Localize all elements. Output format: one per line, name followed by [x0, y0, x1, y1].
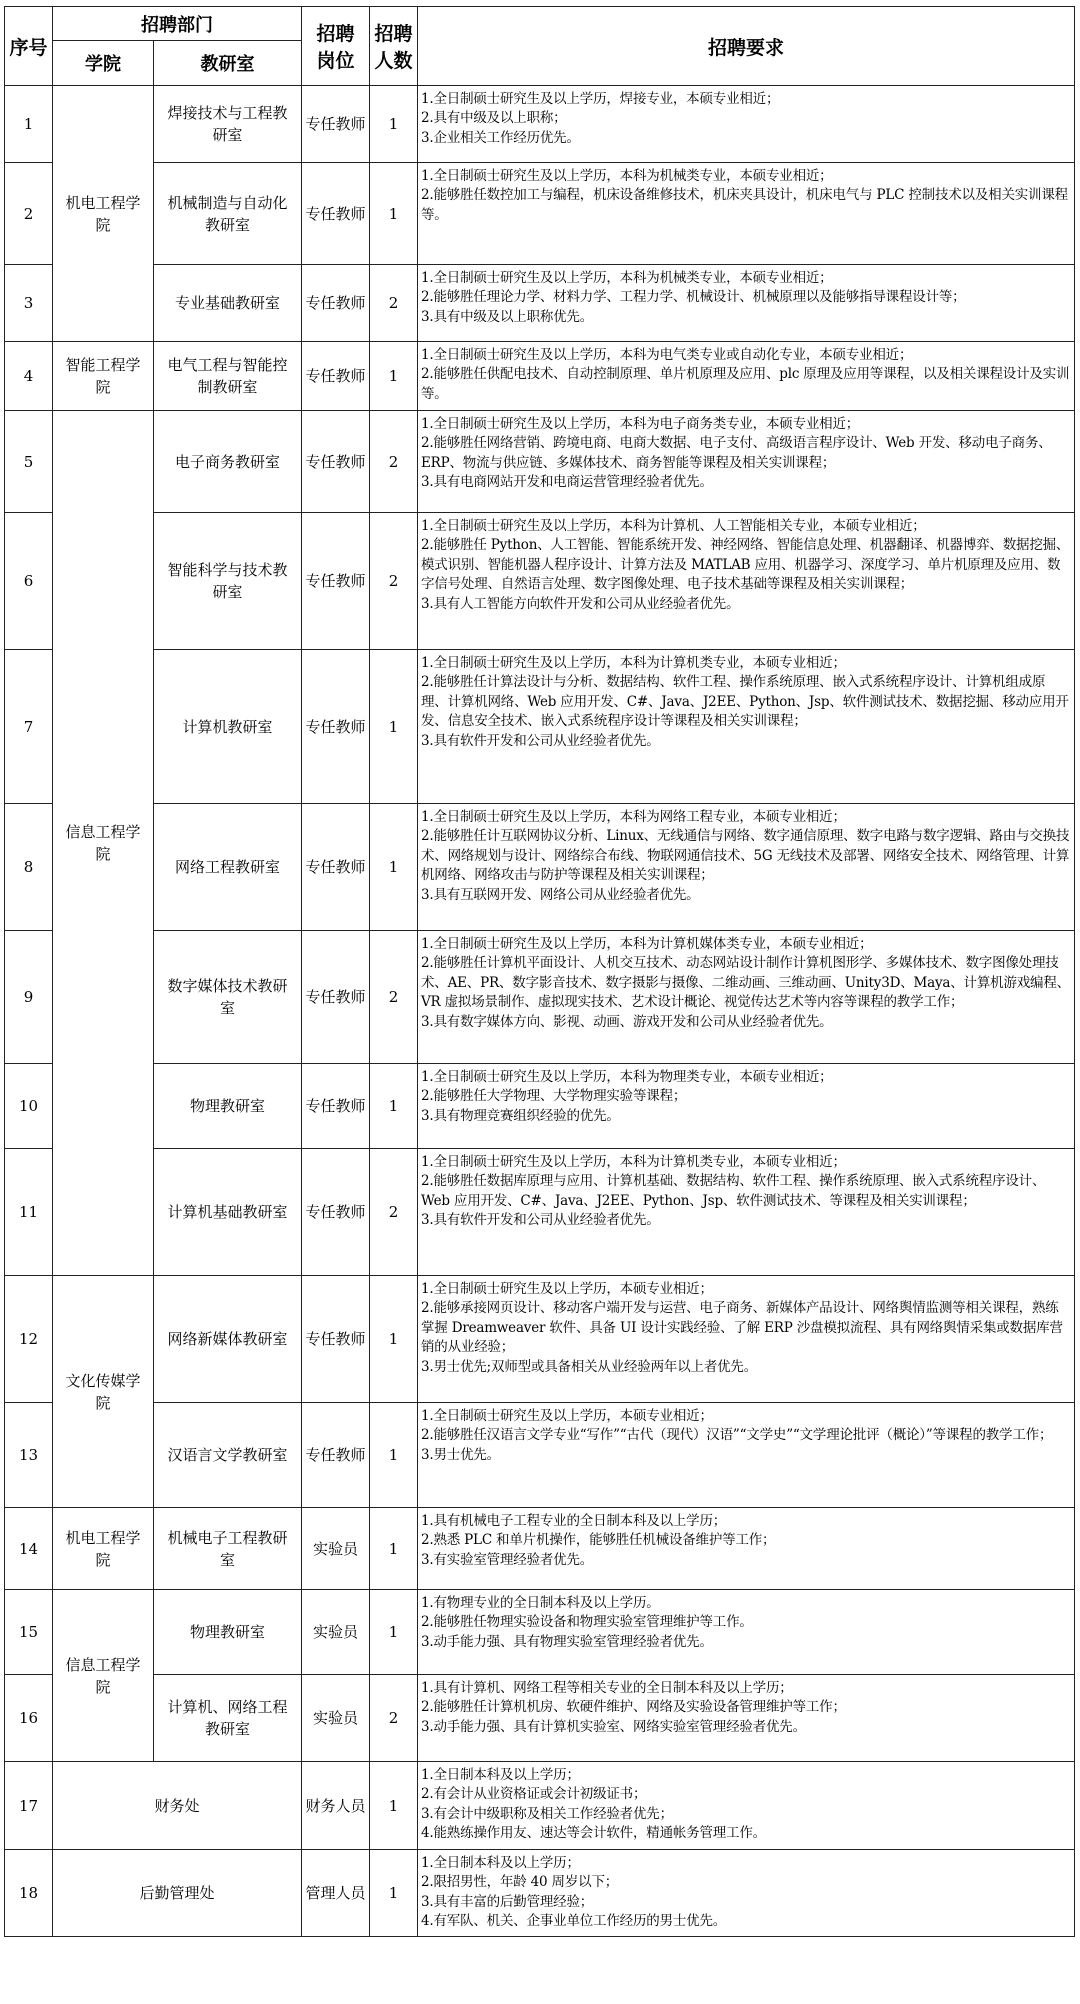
row-num: 1 — [370, 163, 418, 265]
row-requirements — [418, 804, 1075, 931]
requirement-line: 1.全日制硕士研究生及以上学历，本科为计算机类专业，本硕专业相近； — [421, 655, 846, 671]
requirement-line: 2.能够胜任大学物理、大学物理实验等课程； — [421, 1088, 687, 1105]
row-college: 信息工程学院 — [53, 1590, 154, 1762]
row-department: 后勤管理处 — [53, 1850, 302, 1937]
recruitment-table — [4, 6, 1075, 1937]
requirement-line: 1.全日制硕士研究生及以上学历，本科为计算机类专业，本硕专业相近； — [421, 1154, 846, 1170]
row-office: 计算机基础教研室 — [154, 1149, 302, 1276]
requirement-line: 3.具有数字媒体方向、影视、动画、游戏开发和公司从业经验者优先。 — [421, 1013, 833, 1030]
requirement-line: 4.能熟练操作用友、速达等会计软件，精通帐务管理工作。 — [421, 1825, 766, 1842]
requirement-line: 2.具有中级及以上职称； — [421, 110, 567, 127]
requirement-line: 1.全日制本科及以上学历； — [421, 1855, 580, 1871]
table-row — [5, 1762, 1075, 1850]
requirement-line: 2.能够胜任计算法设计与分析、数据结构、软件工程、操作系统原理、嵌入式系统程序设计、计算机组成原理、计算机网络、Web 应用开发、C#、Java、J2EE、Python、Jsp、软件测试技术、数据挖掘、移动应用开发、信息安全技术、嵌入式系统程序设计等课程及相关实训课程； — [421, 674, 1069, 730]
row-office: 物理教研室 — [154, 1590, 302, 1675]
table-row — [5, 1850, 1075, 1937]
table-row — [5, 931, 1075, 1064]
row-post: 专任教师 — [302, 342, 370, 411]
row-post: 专任教师 — [302, 931, 370, 1064]
row-requirements — [418, 931, 1075, 1064]
requirement-line: 1.全日制硕士研究生及以上学历，本科为计算机媒体类专业，本硕专业相近； — [421, 936, 873, 952]
row-college: 智能工程学院 — [53, 342, 154, 411]
row-post: 专任教师 — [302, 650, 370, 804]
requirement-line: 2.能够胜任网络营销、跨境电商、电商大数据、电子支付、高级语言程序设计、Web 开发、移动电子商务、ERP、物流与供应链、多媒体技术、商务智能等课程及相关实训课程； — [421, 435, 1052, 471]
row-num: 1 — [370, 804, 418, 931]
row-post: 财务人员 — [302, 1762, 370, 1850]
row-office: 数字媒体技术教研室 — [154, 931, 302, 1064]
row-requirements — [418, 513, 1075, 650]
row-num: 2 — [370, 931, 418, 1064]
requirement-line: 4.有军队、机关、企事业单位工作经历的男士优先。 — [421, 1913, 727, 1930]
table-row — [5, 513, 1075, 650]
row-office: 机械制造与自动化教研室 — [154, 163, 302, 265]
row-requirements — [418, 1762, 1075, 1850]
row-office: 智能科学与技术教研室 — [154, 513, 302, 650]
table-row — [5, 1276, 1075, 1403]
header-post: 招聘岗位 — [302, 7, 370, 86]
row-seq: 18 — [5, 1850, 53, 1937]
row-college: 机电工程学院 — [53, 86, 154, 342]
row-seq: 13 — [5, 1403, 53, 1508]
requirement-line: 1.具有计算机、网络工程等相关专业的全日制本科及以上学历； — [421, 1680, 793, 1696]
row-post: 专任教师 — [302, 513, 370, 650]
requirement-line: 1.具有机械电子工程专业的全日制本科及以上学历； — [421, 1513, 727, 1529]
row-num: 2 — [370, 513, 418, 650]
row-seq: 4 — [5, 342, 53, 411]
row-office: 专业基础教研室 — [154, 265, 302, 342]
row-num: 1 — [370, 650, 418, 804]
requirement-line: 3.具有物理竞赛组织经验的优先。 — [421, 1107, 620, 1124]
row-requirements — [418, 1508, 1075, 1590]
header-seq: 序号 — [5, 7, 53, 86]
table-row — [5, 1675, 1075, 1762]
row-seq: 2 — [5, 163, 53, 265]
row-post: 实验员 — [302, 1508, 370, 1590]
row-seq: 9 — [5, 931, 53, 1064]
row-seq: 12 — [5, 1276, 53, 1403]
table-row — [5, 163, 1075, 265]
requirement-line: 3.男士优先;双师型或具备相关从业经验两年以上者优先。 — [421, 1358, 758, 1375]
row-num: 1 — [370, 1064, 418, 1149]
requirement-line: 2.能够胜任数据库原理与应用、计算机基础、数据结构、软件工程、操作系统原理、嵌入式系统程序设计、Web 应用开发、C#、Java、J2EE、Python、Jsp、软件测试技术、等课程及相关实训课程； — [421, 1173, 1046, 1209]
requirement-line: 2.有会计从业资格证或会计初级证书； — [421, 1786, 647, 1803]
table-row — [5, 1149, 1075, 1276]
row-post: 专任教师 — [302, 1403, 370, 1508]
row-seq: 14 — [5, 1508, 53, 1590]
table-row — [5, 1508, 1075, 1590]
requirement-line: 3.动手能力强、具有物理实验室管理经验者优先。 — [421, 1633, 713, 1650]
table-body — [5, 86, 1075, 1937]
table-row — [5, 1064, 1075, 1149]
row-seq: 1 — [5, 86, 53, 163]
row-office: 计算机、网络工程教研室 — [154, 1675, 302, 1762]
row-post: 管理人员 — [302, 1850, 370, 1937]
requirement-line: 1.全日制硕士研究生及以上学历，本科为计算机、人工智能相关专业，本硕专业相近； — [421, 518, 926, 534]
requirement-line: 3.具有互联网开发、网络公司从业经验者优先。 — [421, 886, 700, 903]
row-requirements — [418, 650, 1075, 804]
row-post: 专任教师 — [302, 86, 370, 163]
header-req: 招聘要求 — [418, 7, 1075, 86]
row-post: 专任教师 — [302, 1276, 370, 1403]
requirement-line: 1.全日制硕士研究生及以上学历，本科为网络工程专业，本硕专业相近； — [421, 809, 846, 825]
row-post: 专任教师 — [302, 1064, 370, 1149]
row-office: 物理教研室 — [154, 1064, 302, 1149]
table-row — [5, 650, 1075, 804]
requirement-line: 2.能够胜任计互联网协议分析、Linux、无线通信与网络、数字通信原理、数字电路与数字逻辑、路由与交换技术、网络规划与设计、网络综合布线、物联网通信技术、5G 无线技术及部署、网络安全技术、网络管理、计算机网络、网络攻击与防护等课程及相关实训课程； — [421, 828, 1070, 884]
requirement-line: 1.有物理专业的全日制本科及以上学历。 — [421, 1595, 660, 1611]
row-requirements — [418, 1403, 1075, 1508]
row-post: 实验员 — [302, 1675, 370, 1762]
row-num: 1 — [370, 1276, 418, 1403]
row-seq: 10 — [5, 1064, 53, 1149]
requirement-line: 3.具有软件开发和公司从业经验者优先。 — [421, 732, 660, 749]
requirement-line: 2.能够胜任计算机平面设计、人机交互技术、动态网站设计制作计算机图形学、多媒体技术、数字图像处理技术、AE、PR、数字影音技术、数字摄影与摄像、二维动画、三维动画、Unity3D、Maya、计算机游戏编程、VR 虚拟场景制作、虚拟现实技术、艺术设计概论、视觉传达艺术等内容等课程的教学工作； — [421, 955, 1070, 1011]
row-post: 专任教师 — [302, 163, 370, 265]
row-seq: 5 — [5, 411, 53, 513]
row-college: 机电工程学院 — [53, 1508, 154, 1590]
requirement-line: 3.企业相关工作经历优先。 — [421, 129, 580, 146]
row-post: 专任教师 — [302, 1149, 370, 1276]
row-seq: 15 — [5, 1590, 53, 1675]
header-num: 招聘人数 — [370, 7, 418, 86]
row-num: 2 — [370, 1675, 418, 1762]
row-department: 财务处 — [53, 1762, 302, 1850]
row-requirements — [418, 163, 1075, 265]
row-requirements — [418, 342, 1075, 411]
requirement-line: 1.全日制硕士研究生及以上学历，本科为电子商务类专业，本硕专业相近； — [421, 416, 860, 432]
requirement-line: 3.具有人工智能方向软件开发和公司从业经验者优先。 — [421, 595, 740, 612]
requirement-line: 1.全日制硕士研究生及以上学历，焊接专业，本硕专业相近； — [421, 91, 780, 107]
requirement-line: 1.全日制硕士研究生及以上学历，本科为物理类专业，本硕专业相近； — [421, 1069, 833, 1085]
row-num: 1 — [370, 1762, 418, 1850]
header-office: 教研室 — [154, 41, 302, 86]
row-num: 1 — [370, 86, 418, 163]
row-requirements — [418, 1149, 1075, 1276]
row-num: 1 — [370, 1508, 418, 1590]
header-college: 学院 — [53, 41, 154, 86]
requirement-line: 3.男士优先。 — [421, 1446, 500, 1463]
requirement-line: 1.全日制硕士研究生及以上学历，本硕专业相近； — [421, 1281, 713, 1297]
requirement-line: 2.能够承接网页设计、移动客户端开发与运营、电子商务、新媒体产品设计、网络舆情监测等相关课程，熟练掌握 Dreamweaver 软件、具备 UI 设计实践经验、了解 ERP 沙盘模拟流程、具有网络舆情采集或数据库营销的从业经验； — [421, 1300, 1063, 1356]
requirement-line: 1.全日制硕士研究生及以上学历，本科为机械类专业，本硕专业相近； — [421, 168, 833, 184]
row-num: 2 — [370, 265, 418, 342]
header-dept: 招聘部门 — [53, 7, 302, 41]
row-post: 实验员 — [302, 1590, 370, 1675]
row-seq: 16 — [5, 1675, 53, 1762]
table-row — [5, 342, 1075, 411]
row-requirements — [418, 1675, 1075, 1762]
requirement-line: 3.具有丰富的后勤管理经验； — [421, 1893, 594, 1910]
requirement-line: 3.具有中级及以上职称优先。 — [421, 308, 594, 325]
requirement-line: 1.全日制硕士研究生及以上学历，本硕专业相近； — [421, 1408, 713, 1424]
row-college: 信息工程学院 — [53, 411, 154, 1276]
row-office: 电气工程与智能控制教研室 — [154, 342, 302, 411]
row-requirements — [418, 1590, 1075, 1675]
row-seq: 17 — [5, 1762, 53, 1850]
requirement-line: 3.具有电商网站开发和电商运营管理经验者优先。 — [421, 474, 713, 491]
row-seq: 3 — [5, 265, 53, 342]
row-requirements — [418, 86, 1075, 163]
row-requirements — [418, 1276, 1075, 1403]
requirement-line: 2.能够胜任供配电技术、自动控制原理、单片机原理及应用、plc 原理及应用等课程，以及相关课程设计及实训等。 — [421, 366, 1070, 402]
row-office: 电子商务教研室 — [154, 411, 302, 513]
requirement-line: 3.动手能力强、具有计算机实验室、网络实验室管理经验者优先。 — [421, 1718, 806, 1735]
row-num: 2 — [370, 411, 418, 513]
table-row — [5, 804, 1075, 931]
row-seq: 8 — [5, 804, 53, 931]
requirement-line: 2.限招男性，年龄 40 周岁以下； — [421, 1874, 619, 1891]
requirement-line: 2.熟悉 PLC 和单片机操作，能够胜任机械设备维护等工作； — [421, 1532, 776, 1549]
row-office: 计算机教研室 — [154, 650, 302, 804]
row-num: 1 — [370, 1403, 418, 1508]
row-office: 机械电子工程教研室 — [154, 1508, 302, 1590]
requirement-line: 3.有会计中级职称及相关工作经验者优先； — [421, 1805, 673, 1822]
row-office: 焊接技术与工程教研室 — [154, 86, 302, 163]
row-requirements — [418, 1064, 1075, 1149]
row-college: 文化传媒学院 — [53, 1276, 154, 1508]
row-num: 1 — [370, 1590, 418, 1675]
table-row — [5, 265, 1075, 342]
row-requirements — [418, 265, 1075, 342]
row-post: 专任教师 — [302, 265, 370, 342]
requirement-line: 1.全日制硕士研究生及以上学历，本科为电气类专业或自动化专业，本硕专业相近； — [421, 347, 913, 363]
row-seq: 6 — [5, 513, 53, 650]
requirement-line: 3.具有软件开发和公司从业经验者优先。 — [421, 1212, 660, 1229]
row-office: 网络新媒体教研室 — [154, 1276, 302, 1403]
table-row — [5, 1403, 1075, 1508]
row-office: 汉语言文学教研室 — [154, 1403, 302, 1508]
row-seq: 11 — [5, 1149, 53, 1276]
row-num: 1 — [370, 342, 418, 411]
requirement-line: 1.全日制本科及以上学历； — [421, 1767, 580, 1783]
requirement-line: 2.能够胜任 Python、人工智能、智能系统开发、神经网络、智能信息处理、机器翻译、机器博弈、数据挖掘、模式识别、智能机器人程序设计、计算方法及 MATLAB 应用、机器学习、深度学习、单片机原理及应用、数字信号处理、自然语言处理、数字图像处理、电子技术基础等课程及相关实训课程； — [421, 537, 1070, 593]
row-num: 2 — [370, 1149, 418, 1276]
row-requirements — [418, 1850, 1075, 1937]
requirement-line: 2.能够胜任计算机机房、软硬件维护、网络及实验设备管理维护等工作； — [421, 1699, 846, 1716]
row-post: 专任教师 — [302, 411, 370, 513]
row-post: 专任教师 — [302, 804, 370, 931]
table-row — [5, 1590, 1075, 1675]
requirement-line: 3.有实验室管理经验者优先。 — [421, 1551, 594, 1568]
requirement-line: 2.能够胜任理论力学、材料力学、工程力学、机械设计、机械原理以及能够指导课程设计等； — [421, 289, 966, 306]
row-num: 1 — [370, 1850, 418, 1937]
row-requirements — [418, 411, 1075, 513]
requirement-line: 2.能够胜任数控加工与编程，机床设备维修技术，机床夹具设计，机床电气与 PLC 控制技术以及相关实训课程等。 — [421, 187, 1068, 223]
requirement-line: 2.能够胜任物理实验设备和物理实验室管理维护等工作。 — [421, 1614, 753, 1631]
row-seq: 7 — [5, 650, 53, 804]
table-row — [5, 86, 1075, 163]
header-row-1 — [5, 7, 1075, 41]
requirement-line: 1.全日制硕士研究生及以上学历，本科为机械类专业，本硕专业相近； — [421, 270, 833, 286]
row-office: 网络工程教研室 — [154, 804, 302, 931]
table-row — [5, 411, 1075, 513]
requirement-line: 2.能够胜任汉语言文学专业“写作”“古代（现代）汉语”“文学史”“文学理论批评（概论）”等课程的教学工作； — [421, 1427, 1053, 1444]
